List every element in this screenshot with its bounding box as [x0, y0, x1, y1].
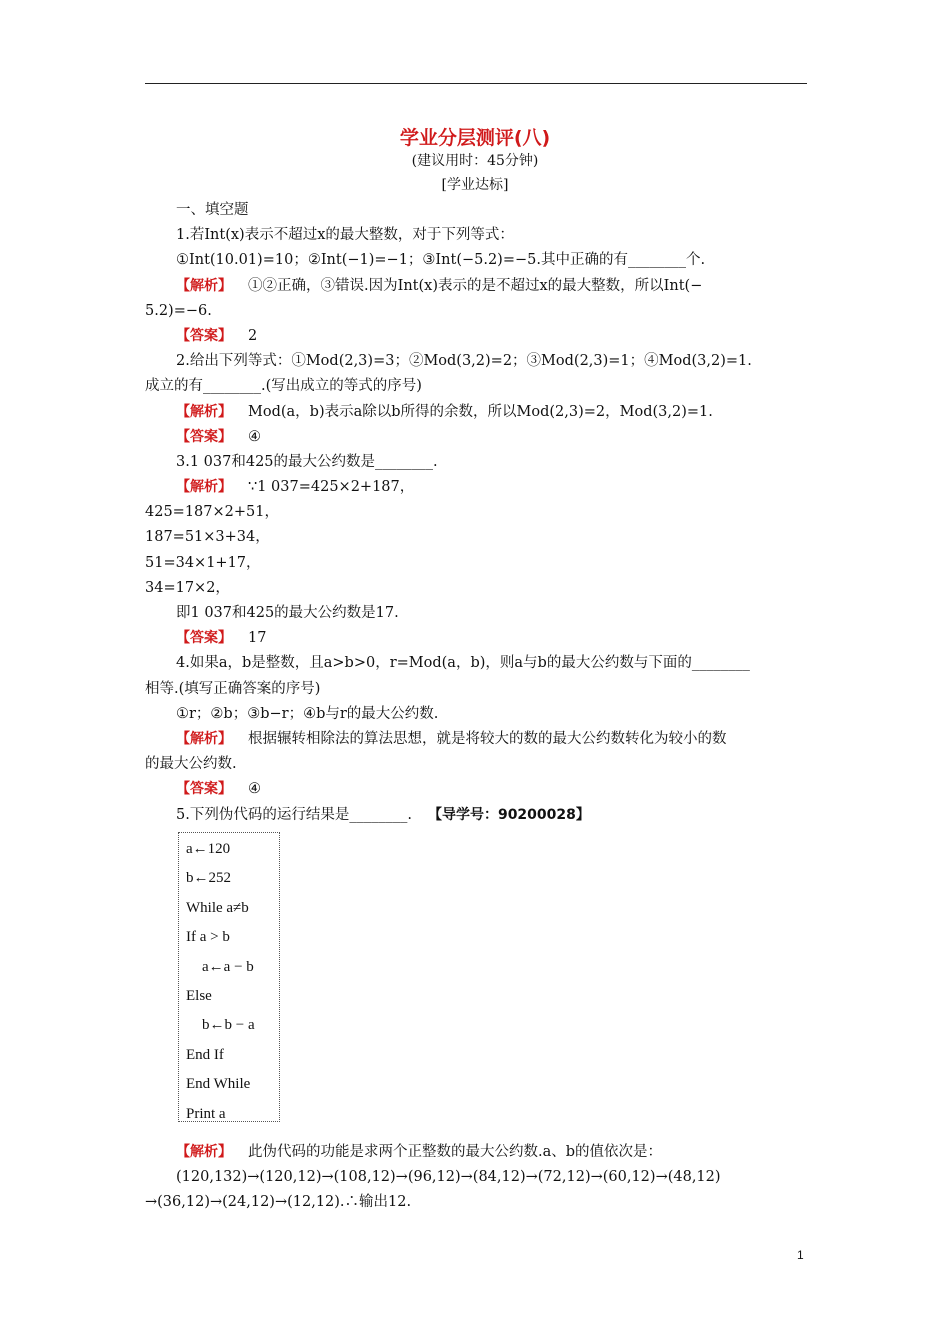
- analysis-text: ∵1 037=425×2+187，: [248, 479, 415, 496]
- answer-2: [145, 425, 809, 450]
- code-line: Else: [186, 987, 212, 1004]
- answer-text: ④: [248, 781, 261, 798]
- analysis-5: [145, 1140, 809, 1165]
- analysis-tag: 【解析】: [176, 1144, 232, 1160]
- analysis-text: 此伪代码的功能是求两个正整数的最大公约数.a、b的值依次是：: [248, 1144, 663, 1160]
- guide-number: 【导学号：90200028】: [427, 806, 590, 823]
- analysis-text: 根据辗转相除法的算法思想，就是将较大的数的最大公约数转化为较小的数: [248, 730, 727, 747]
- answer-tag: 【答案】: [176, 781, 232, 798]
- analysis-4-cont: 的最大公约数.: [145, 756, 237, 773]
- analysis-2: [145, 400, 809, 425]
- question-4-options: ①r；②b；③b−r；④b与r的最大公约数.: [176, 705, 439, 722]
- analysis-3: [145, 475, 809, 500]
- answer-text: 2: [248, 327, 258, 344]
- answer-4: [145, 777, 809, 802]
- answer-tag: 【答案】: [176, 327, 232, 344]
- question-5: [145, 803, 809, 828]
- code-line: End If: [186, 1046, 224, 1063]
- question-5-text: 5.下列伪代码的运行结果是________.: [176, 806, 412, 823]
- code-line: b←b − a: [202, 1017, 255, 1034]
- section-label: [学业达标]: [441, 177, 509, 193]
- analysis-5-sequence: (120,132)→(120,12)→(108,12)→(96,12)→(84,12)→(72,12)→(60,12)→(48,12): [176, 1169, 721, 1186]
- question-2: 2.给出下列等式：①Mod(2,3)=3；②Mod(3,2)=2；③Mod(2,3)=1；④Mod(3,2)=1.: [176, 353, 752, 370]
- question-4-cont: 相等.(填写正确答案的序号): [145, 680, 321, 697]
- analysis-1-cont: 5.2)=−6.: [145, 302, 212, 319]
- analysis-3-step: 187=51×3+34，: [145, 529, 270, 546]
- code-line: b←252: [186, 870, 231, 887]
- code-line: a←a − b: [202, 958, 254, 975]
- section-heading: 一、填空题: [176, 202, 249, 218]
- answer-text: 17: [248, 630, 267, 647]
- question-3: 3.1 037和425的最大公约数是________.: [176, 453, 438, 470]
- code-line: While a≠b: [186, 899, 249, 916]
- page-number: 1: [797, 1248, 804, 1262]
- analysis-4: [145, 727, 809, 752]
- code-line: If a > b: [186, 929, 230, 946]
- analysis-3-step: 51=34×1+17，: [145, 554, 261, 571]
- question-1-options: ①Int(10.01)=10；②Int(−1)=−1；③Int(−5.2)=−5.其中正确的有________个.: [176, 252, 706, 269]
- code-line: End While: [186, 1076, 251, 1093]
- question-2-cont: 成立的有________.(写出成立的等式的序号): [145, 378, 422, 395]
- answer-text: ④: [248, 428, 261, 445]
- analysis-1: [145, 274, 809, 299]
- answer-3: [145, 626, 809, 651]
- answer-tag: 【答案】: [176, 630, 232, 647]
- analysis-tag: 【解析】: [176, 730, 232, 747]
- analysis-tag: 【解析】: [176, 277, 232, 294]
- analysis-3-conclusion: 即1 037和425的最大公约数是17.: [176, 605, 399, 621]
- analysis-3-step: 34=17×2，: [145, 579, 230, 596]
- analysis-5-sequence-cont: →(36,12)→(24,12)→(12,12).∴输出12.: [145, 1194, 412, 1211]
- analysis-5-block: [145, 1140, 809, 1216]
- code-line: a←120: [186, 841, 231, 857]
- question-1: 1.若Int(x)表示不超过x的最大整数，对于下列等式：: [176, 227, 514, 244]
- analysis-text: Mod(a，b)表示a除以b所得的余数，所以Mod(2,3)=2，Mod(3,2)=1.: [248, 403, 713, 420]
- page-title: 学业分层测评(八): [399, 127, 551, 149]
- question-4: 4.如果a，b是整数，且a>b>0，r=Mod(a，b)，则a与b的最大公约数与下面的________: [176, 655, 750, 672]
- analysis-text: ①②正确，③错误.因为Int(x)表示的是不超过x的最大整数，所以Int(−: [248, 277, 703, 294]
- answer-tag: 【答案】: [176, 428, 232, 445]
- analysis-3-step: 425=187×2+51，: [145, 504, 279, 521]
- analysis-tag: 【解析】: [176, 403, 232, 420]
- analysis-tag: 【解析】: [176, 479, 232, 496]
- question-body: [145, 198, 809, 828]
- code-line: Print a: [186, 1105, 226, 1122]
- header-rule: [145, 83, 807, 84]
- suggested-time: (建议用时：45分钟): [411, 153, 539, 169]
- pseudo-code-box: [178, 832, 280, 1122]
- answer-1: [145, 324, 809, 349]
